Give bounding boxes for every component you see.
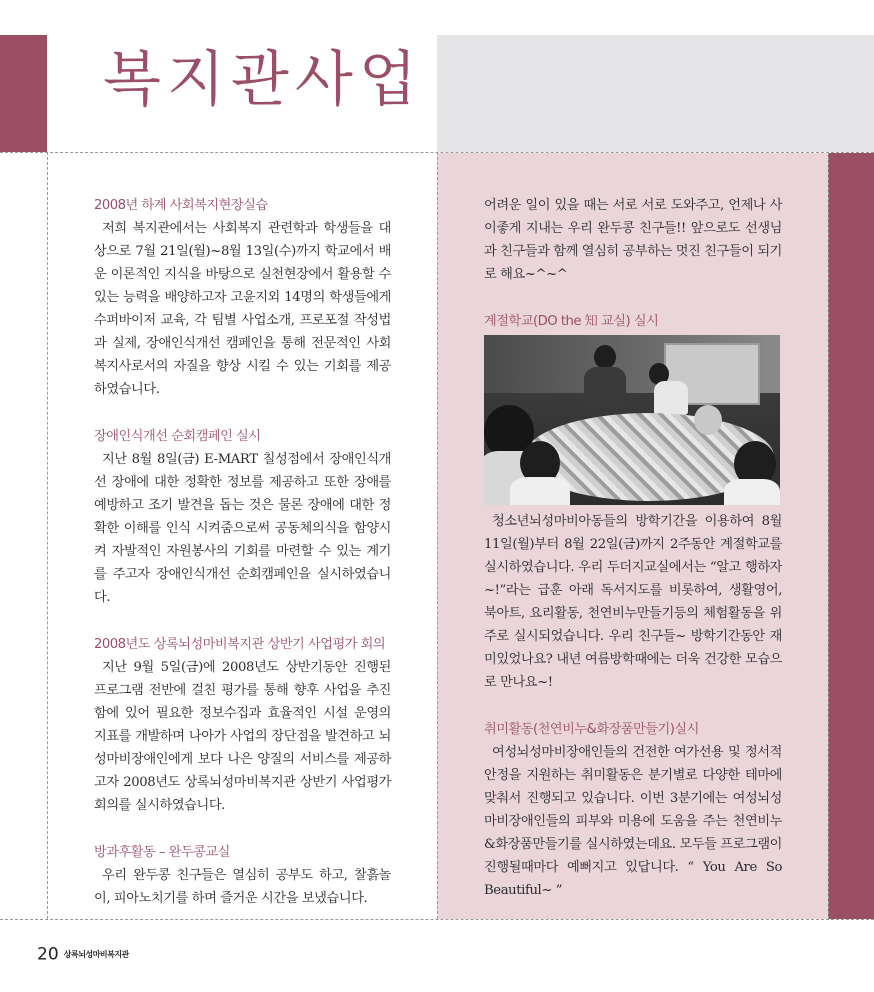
article-summer-practicum (94, 194, 391, 401)
article-season-school (484, 310, 782, 694)
article-heading: 방과후활동 – 완두콩교실 (94, 845, 230, 860)
photo-person-body (584, 367, 626, 407)
photo-person-body (654, 381, 688, 415)
article-body: 지난 9월 5일(금)에 2008년도 상반기동안 진행된 프로그램 전반에 걸친 평가를 통해 향후 사업을 추진함에 있어 필요한 정보수집과 효율적인 시설 운영의 지표를 개발하며 나아가 사업의 장단점을 발견하고 뇌성마비장애인에게 보다 나은 양질의 서비스를 제공하고자 2008년도 상록뇌성마비복지관 상반기 사업평가회의를 실시하였습니다. (94, 660, 391, 813)
article-body: 어려운 일이 있을 때는 서로 서로 도와주고, 언제나 사이좋게 지내는 우리 완두콩 친구들!! 앞으로도 선생님과 친구들과 함께 열심히 공부하는 멋진 친구들이 되기로 해요~^~^ (484, 198, 783, 282)
article-afterschool (94, 841, 391, 910)
article-awareness-campaign (94, 425, 391, 609)
classroom-photo (484, 335, 780, 505)
right-accent-bar (828, 153, 874, 919)
article-heading: 취미활동(천연비누&화장품만들기)실시 (484, 722, 699, 737)
left-accent-bar (0, 35, 47, 152)
photo-person-head (594, 345, 616, 369)
dashed-divider-middle (437, 152, 438, 919)
article-heading: 2008년도 상록뇌성마비복지관 상반기 사업평가 회의 (94, 637, 386, 652)
article-body: 저희 복지관에서는 사회복지 관련학과 학생들을 대상으로 7월 21일(월)~8월 13일(수)까지 학교에서 배운 이론적인 지식을 바탕으로 실천현장에서 활용할 수 있는 능력을 배양하고자 고윤지외 14명의 학생들에게 수퍼바이저 교육, 각 팀별 사업소개, 프로포절 작성법과 실제, 장애인식개선 캠페인을 통해 전문적인 사회복지사로서의 자질을 향상 시킬 수 있는 기회를 제공하였습니다. (94, 221, 391, 397)
page-footer (37, 944, 129, 965)
right-column (484, 194, 782, 926)
article-heading: 장애인식개선 순회캠페인 실시 (94, 429, 261, 444)
photo-person-body (724, 479, 780, 505)
photo-person-head (694, 405, 722, 435)
article-body: 청소년뇌성마비아동들의 방학기간을 이용하여 8월 11일(월)부터 8월 22일(금)까지 2주동안 계절학교를 실시하였습니다. 우리 두더지교실에서는 “알고 행하자~!”라는 급훈 아래 독서지도를 비롯하여, 생활영어, 북아트, 요리활동, 천연비누만들기등의 체험활동을 위주로 실시되었습니다. 우리 친구들~ 방학기간동안 재미있었나요? 내년 여름방학때에는 더욱 건강한 모습으로 만나요~! (484, 514, 782, 690)
article-body: 우리 완두콩 친구들은 열심히 공부도 하고, 찰흙놀이, 피아노치기를 하며 즐거운 시간을 보냈습니다. (94, 868, 391, 906)
article-hobby-activity (484, 718, 782, 902)
article-evaluation-meeting (94, 633, 391, 817)
article-body: 여성뇌성마비장애인들의 건전한 여가선용 및 정서적 안정을 지원하는 취미활동은 분기별로 다양한 테마에 맞춰서 진행되고 있습니다. 이번 3분기에는 여성뇌성마비장애인들의 피부와 미용에 도움을 주는 천연비누&화장품만들기를 실시하였는데요. 모두들 프로그램이 진행될때마다 예뻐지고 있답니다. “ You Are So Beautiful~ ” (484, 745, 782, 898)
left-column (94, 194, 391, 934)
photo-person-body (510, 477, 570, 505)
page-title: 복지관사업 (103, 45, 423, 115)
dashed-divider-left (47, 152, 48, 919)
header-gray-box (437, 35, 874, 152)
dashed-divider-right (828, 152, 829, 919)
article-body: 지난 8월 8일(금) E-MART 칠성점에서 장애인식개선 장애에 대한 정확한 정보를 제공하고 또한 장애를 예방하고 조기 발견을 돕는 것은 물론 장애에 대한 정확한 이해를 인식 시켜줌으로써 공동체의식을 함양시켜 자발적인 자원봉사의 기회를 마련할 수 있는 계기를 주고자 장애인식개선 순회캠페인을 실시하였습니다. (94, 452, 391, 605)
article-heading: 2008년 하계 사회복지현장실습 (94, 198, 268, 213)
footer-organization: 상록뇌성마비복지관 (63, 950, 129, 959)
page-number: 20 (37, 944, 59, 965)
article-afterschool-continued (484, 194, 782, 286)
article-heading: 계절학교(DO the 知 교실) 실시 (484, 314, 659, 329)
